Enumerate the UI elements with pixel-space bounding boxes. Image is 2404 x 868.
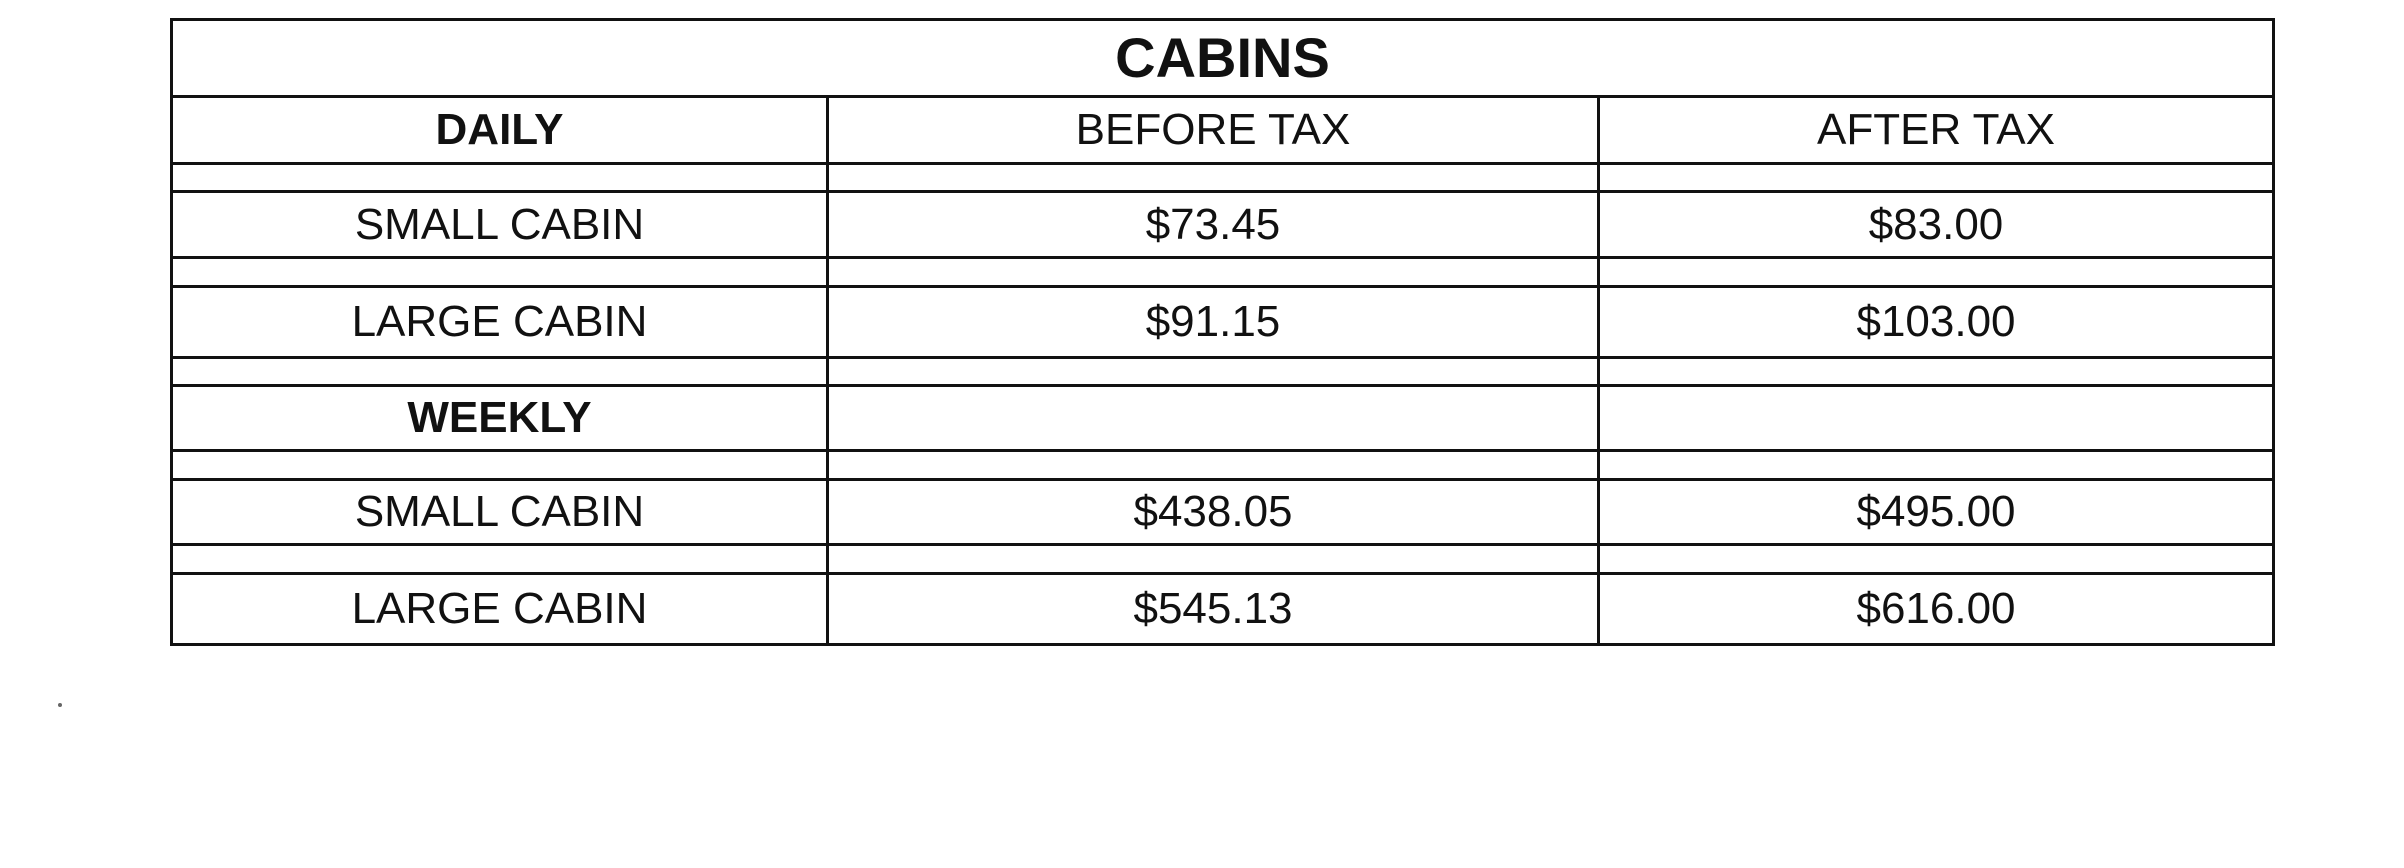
spacer-cell bbox=[172, 357, 828, 386]
column-header-before-tax: BEFORE TAX bbox=[828, 96, 1599, 163]
before-tax-price: $545.13 bbox=[828, 574, 1599, 645]
section-header-row bbox=[172, 386, 2274, 451]
cabin-name: SMALL CABIN bbox=[172, 192, 828, 258]
column-header-daily: DAILY bbox=[172, 96, 828, 163]
empty-cell bbox=[828, 386, 1599, 451]
spacer-cell bbox=[828, 357, 1599, 386]
cabins-price-sheet bbox=[170, 18, 2272, 646]
spacer-cell bbox=[1599, 357, 2274, 386]
before-tax-price: $438.05 bbox=[828, 479, 1599, 545]
spacer-cell bbox=[1599, 545, 2274, 574]
spacer-cell bbox=[1599, 258, 2274, 287]
spacer-cell bbox=[172, 545, 828, 574]
after-tax-price: $495.00 bbox=[1599, 479, 2274, 545]
spacer-cell bbox=[828, 545, 1599, 574]
spacer-row bbox=[172, 357, 2274, 386]
spacer-cell bbox=[828, 451, 1599, 480]
before-tax-price: $91.15 bbox=[828, 286, 1599, 357]
spacer-cell bbox=[1599, 451, 2274, 480]
empty-cell bbox=[1599, 386, 2274, 451]
spacer-cell bbox=[1599, 163, 2274, 192]
table-header-row bbox=[172, 96, 2274, 163]
spacer-row bbox=[172, 451, 2274, 480]
cabin-name: SMALL CABIN bbox=[172, 479, 828, 545]
table-row bbox=[172, 286, 2274, 357]
table-row bbox=[172, 479, 2274, 545]
table-title: CABINS bbox=[172, 20, 2274, 97]
column-header-after-tax: AFTER TAX bbox=[1599, 96, 2274, 163]
after-tax-price: $616.00 bbox=[1599, 574, 2274, 645]
spacer-row bbox=[172, 545, 2274, 574]
before-tax-price: $73.45 bbox=[828, 192, 1599, 258]
cabin-name: LARGE CABIN bbox=[172, 574, 828, 645]
after-tax-price: $103.00 bbox=[1599, 286, 2274, 357]
table-row bbox=[172, 574, 2274, 645]
cabin-name: LARGE CABIN bbox=[172, 286, 828, 357]
spacer-row bbox=[172, 163, 2274, 192]
after-tax-price: $83.00 bbox=[1599, 192, 2274, 258]
section-label-weekly: WEEKLY bbox=[172, 386, 828, 451]
spacer-cell bbox=[172, 451, 828, 480]
spacer-row bbox=[172, 258, 2274, 287]
spacer-cell bbox=[828, 258, 1599, 287]
table-row bbox=[172, 192, 2274, 258]
table-title-row bbox=[172, 20, 2274, 97]
spacer-cell bbox=[828, 163, 1599, 192]
cabins-price-table bbox=[170, 18, 2275, 646]
spacer-cell bbox=[172, 258, 828, 287]
spacer-cell bbox=[172, 163, 828, 192]
scan-speck bbox=[58, 703, 62, 707]
